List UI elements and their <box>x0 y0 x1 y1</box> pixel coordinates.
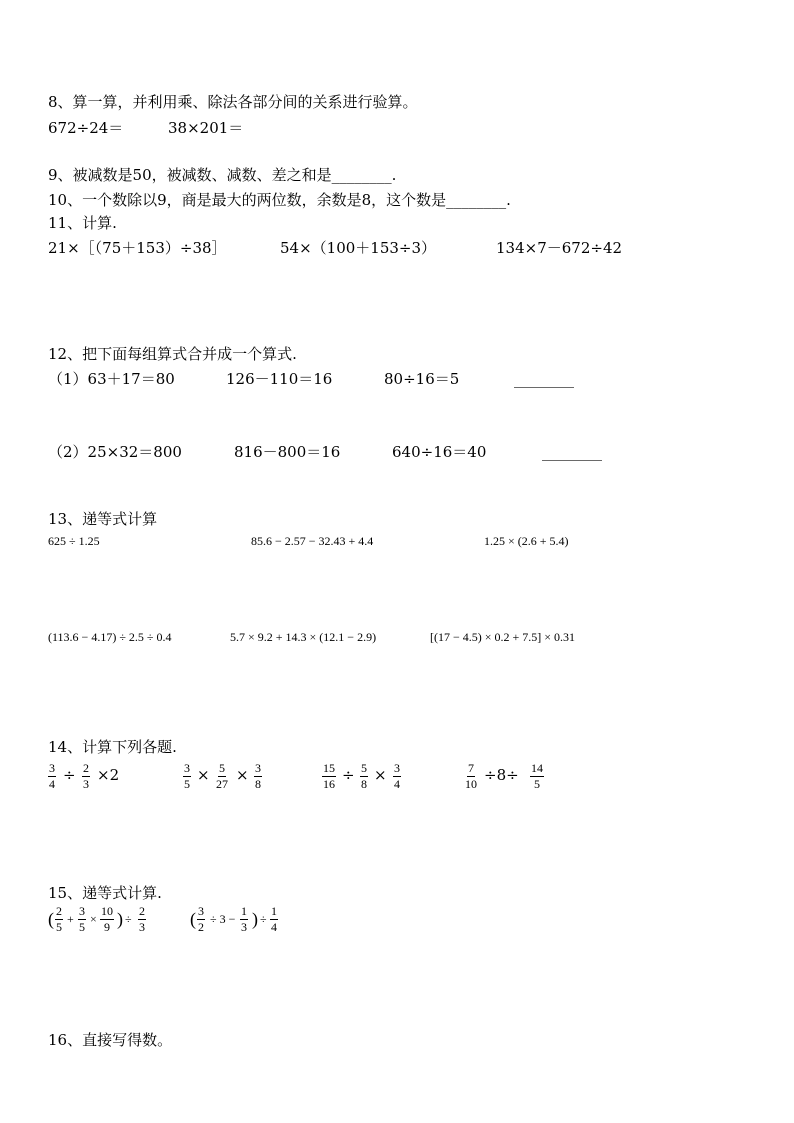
q13-row2-expr-3: [(17 − 4.5) × 0.2 + 7.5] × 0.31 <box>430 630 576 644</box>
numerator: 3 <box>198 904 204 918</box>
q15-e1-open-paren: ( <box>48 909 54 929</box>
q14-e1-tail: ×2 <box>97 766 120 784</box>
q15-e1-close-paren: ) <box>117 909 123 929</box>
q14-e2-fraction-c <box>254 762 262 791</box>
numerator: 2 <box>139 904 145 918</box>
denominator: 8 <box>361 777 367 791</box>
q12-title: 12、把下面每组算式合并成一个算式. <box>48 345 297 363</box>
numerator: 3 <box>184 761 190 775</box>
numerator: 1 <box>241 904 247 918</box>
denominator: 16 <box>323 777 335 791</box>
q15-e2-fraction-b <box>240 905 248 934</box>
q11-expr-3: 134×7－672÷42 <box>496 239 623 257</box>
denominator: 3 <box>241 920 247 934</box>
denominator: 8 <box>255 777 261 791</box>
numerator: 2 <box>83 761 89 775</box>
numerator: 3 <box>255 761 261 775</box>
q15-e2-open-paren: ( <box>190 909 196 929</box>
q11-expr-2: 54×（100＋153÷3） <box>280 239 437 257</box>
q13-row1-expr-2: 85.6 − 2.57 − 32.43 + 4.4 <box>251 534 374 548</box>
q14-e2-op1: × <box>197 766 210 784</box>
q13-row2-expr-2: 5.7 × 9.2 + 14.3 × (12.1 − 2.9) <box>230 630 377 644</box>
q14-e3-fraction-b <box>360 762 368 791</box>
q14-title: 14、计算下列各题. <box>48 738 177 756</box>
q14-e1-fraction-a <box>48 762 56 791</box>
numerator: 3 <box>49 761 55 775</box>
q12-group2-expr-3: 640÷16＝40 <box>392 443 487 461</box>
numerator: 5 <box>361 761 367 775</box>
denominator: 5 <box>184 777 190 791</box>
q9-text: 9、被减数是50，被减数、减数、差之和是________. <box>48 166 397 184</box>
q15-e1-fraction-c <box>100 905 114 934</box>
q13-row1-expr-3: 1.25 × (2.6 + 5.4) <box>484 534 569 548</box>
q14-e4-fraction-a <box>464 762 478 791</box>
q12-group2-expr-1: （2）25×32＝800 <box>48 443 182 461</box>
q14-e2-fraction-a <box>183 762 191 791</box>
q15-e2-mid: ÷ 3 − <box>210 912 236 926</box>
numerator: 14 <box>531 761 543 775</box>
q14-e4-fraction-c <box>530 762 544 791</box>
q8-title: 8、算一算，并利用乘、除法各部分间的关系进行验算。 <box>48 93 418 111</box>
q11-expr-1: 21×［（75＋153）÷38］ <box>48 239 227 257</box>
q12-group2-expr-2: 816－800＝16 <box>234 443 341 461</box>
denominator: 9 <box>104 920 110 934</box>
denominator: 4 <box>49 777 55 791</box>
q15-e1-op2: × <box>90 912 97 926</box>
q13-row1-expr-1: 625 ÷ 1.25 <box>48 534 100 548</box>
q8-expr-1: 672÷24＝ <box>48 119 124 137</box>
q14-e4-mid: ÷8÷ <box>484 766 519 784</box>
numerator: 3 <box>79 904 85 918</box>
q15-e1-op1: + <box>67 912 74 926</box>
q14-e1-op1: ÷ <box>63 766 76 784</box>
numerator: 5 <box>219 761 225 775</box>
q14-e1-fraction-b <box>82 762 90 791</box>
q14-e2-op2: × <box>236 766 249 784</box>
denominator: 10 <box>465 777 477 791</box>
q14-e3-op1: ÷ <box>342 766 355 784</box>
q13-row2-expr-1: (113.6 − 4.17) ÷ 2.5 ÷ 0.4 <box>48 630 172 644</box>
q12-group1-expr-3: 80÷16＝5 <box>384 370 460 388</box>
q16-title: 16、直接写得数。 <box>48 1031 173 1049</box>
q10-text: 10、一个数除以9，商是最大的两位数，余数是8，这个数是________. <box>48 191 511 209</box>
q14-e3-op2: × <box>374 766 387 784</box>
q15-title: 15、递等式计算. <box>48 884 162 902</box>
q11-title: 11、计算. <box>48 214 117 232</box>
q15-e2-op3: ÷ <box>260 912 267 926</box>
denominator: 3 <box>83 777 89 791</box>
q15-e1-fraction-b <box>78 905 86 934</box>
denominator: 5 <box>534 777 540 791</box>
q15-e1-fraction-a <box>55 905 63 934</box>
q12-group1-blank: ________ <box>514 370 574 388</box>
q15-e2-close-paren: ) <box>252 909 258 929</box>
q15-e1-fraction-d <box>138 905 146 934</box>
numerator: 15 <box>323 761 335 775</box>
numerator: 2 <box>56 904 62 918</box>
q12-group2-blank: ________ <box>542 443 602 461</box>
q15-e2-fraction-a <box>197 905 205 934</box>
denominator: 4 <box>394 777 400 791</box>
q8-expr-2: 38×201＝ <box>168 119 244 137</box>
denominator: 5 <box>79 920 85 934</box>
q13-title: 13、递等式计算 <box>48 510 158 528</box>
q12-group1-expr-1: （1）63＋17＝80 <box>48 370 175 388</box>
denominator: 5 <box>56 920 62 934</box>
q14-e2-fraction-b <box>215 762 229 791</box>
denominator: 2 <box>198 920 204 934</box>
q15-e1-op3: ÷ <box>125 912 132 926</box>
denominator: 27 <box>216 777 228 791</box>
numerator: 1 <box>271 904 277 918</box>
q12-group1-expr-2: 126－110＝16 <box>226 370 333 388</box>
q14-e3-fraction-c <box>393 762 401 791</box>
numerator: 7 <box>468 761 474 775</box>
q15-e2-fraction-c <box>270 905 278 934</box>
denominator: 3 <box>139 920 145 934</box>
numerator: 10 <box>101 904 113 918</box>
numerator: 3 <box>394 761 400 775</box>
denominator: 4 <box>271 920 277 934</box>
q14-e3-fraction-a <box>322 762 336 791</box>
